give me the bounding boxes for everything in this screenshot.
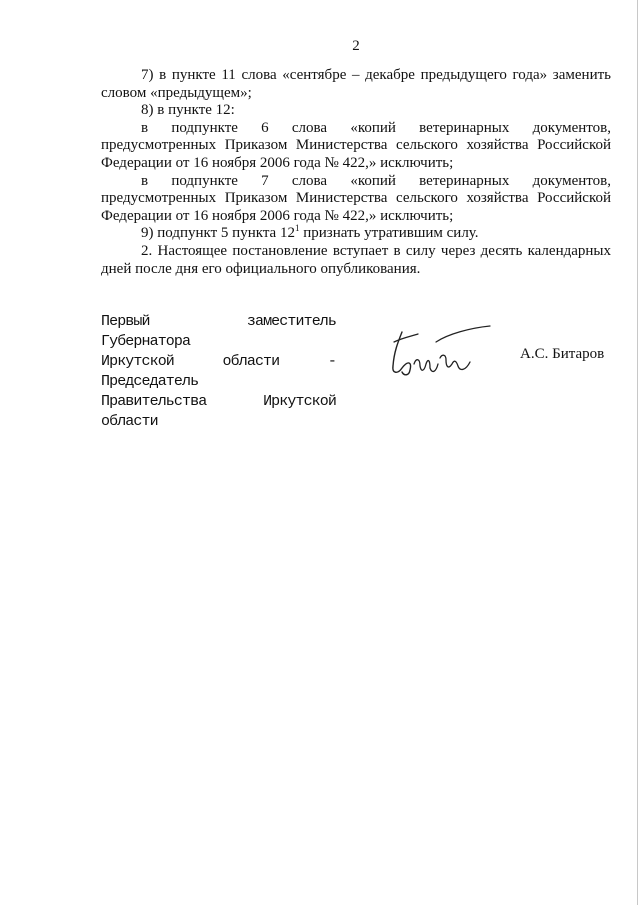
paragraph-item-9 bbox=[101, 225, 611, 243]
document-body bbox=[101, 67, 611, 278]
paragraph-effective-date: 2. Настоящее постановление вступает в силу через десять календарных дней после дня его официального опубликования. bbox=[101, 242, 611, 277]
page-number: 2 bbox=[352, 38, 360, 54]
paragraph-item-7: 7) в пункте 11 слова «сентябре – декабре предыдущего года» заменить словом «предыдущем»; bbox=[101, 67, 611, 101]
paragraph-subitem-7: в подпункте 7 слова «копий ветеринарных документов, предусмотренных Приказом Министерства сельского хозяйства Российской Федерации от 16 ноября 2006 года № 422,» исключить; bbox=[101, 172, 611, 224]
signer-position bbox=[101, 312, 336, 432]
paragraph-subitem-6: в подпункте 6 слова «копий ветеринарных документов, предусмотренных Приказом Министерства сельского хозяйства Российской Федерации от 16 ноября 2006 года № 422,» исключить; bbox=[101, 119, 611, 171]
handwritten-signature bbox=[378, 322, 498, 382]
paragraph-item-9-text: 9) подпункт 5 пункта 12 bbox=[141, 225, 295, 242]
paragraph-item-8: 8) в пункте 12: bbox=[141, 102, 235, 119]
paragraph-item-9-superscript: 1 bbox=[294, 223, 300, 234]
signer-position-line-2: Иркутской области - Председатель bbox=[101, 353, 336, 390]
page-edge-line bbox=[637, 0, 638, 905]
signer-position-line-3: Правительства Иркутской области bbox=[101, 393, 336, 430]
signer-position-line-1: Первый заместитель Губернатора bbox=[101, 313, 336, 350]
paragraph-item-9-text-end: признать утратившим силу. bbox=[299, 225, 479, 242]
signer-name: А.С. Битаров bbox=[520, 346, 605, 362]
